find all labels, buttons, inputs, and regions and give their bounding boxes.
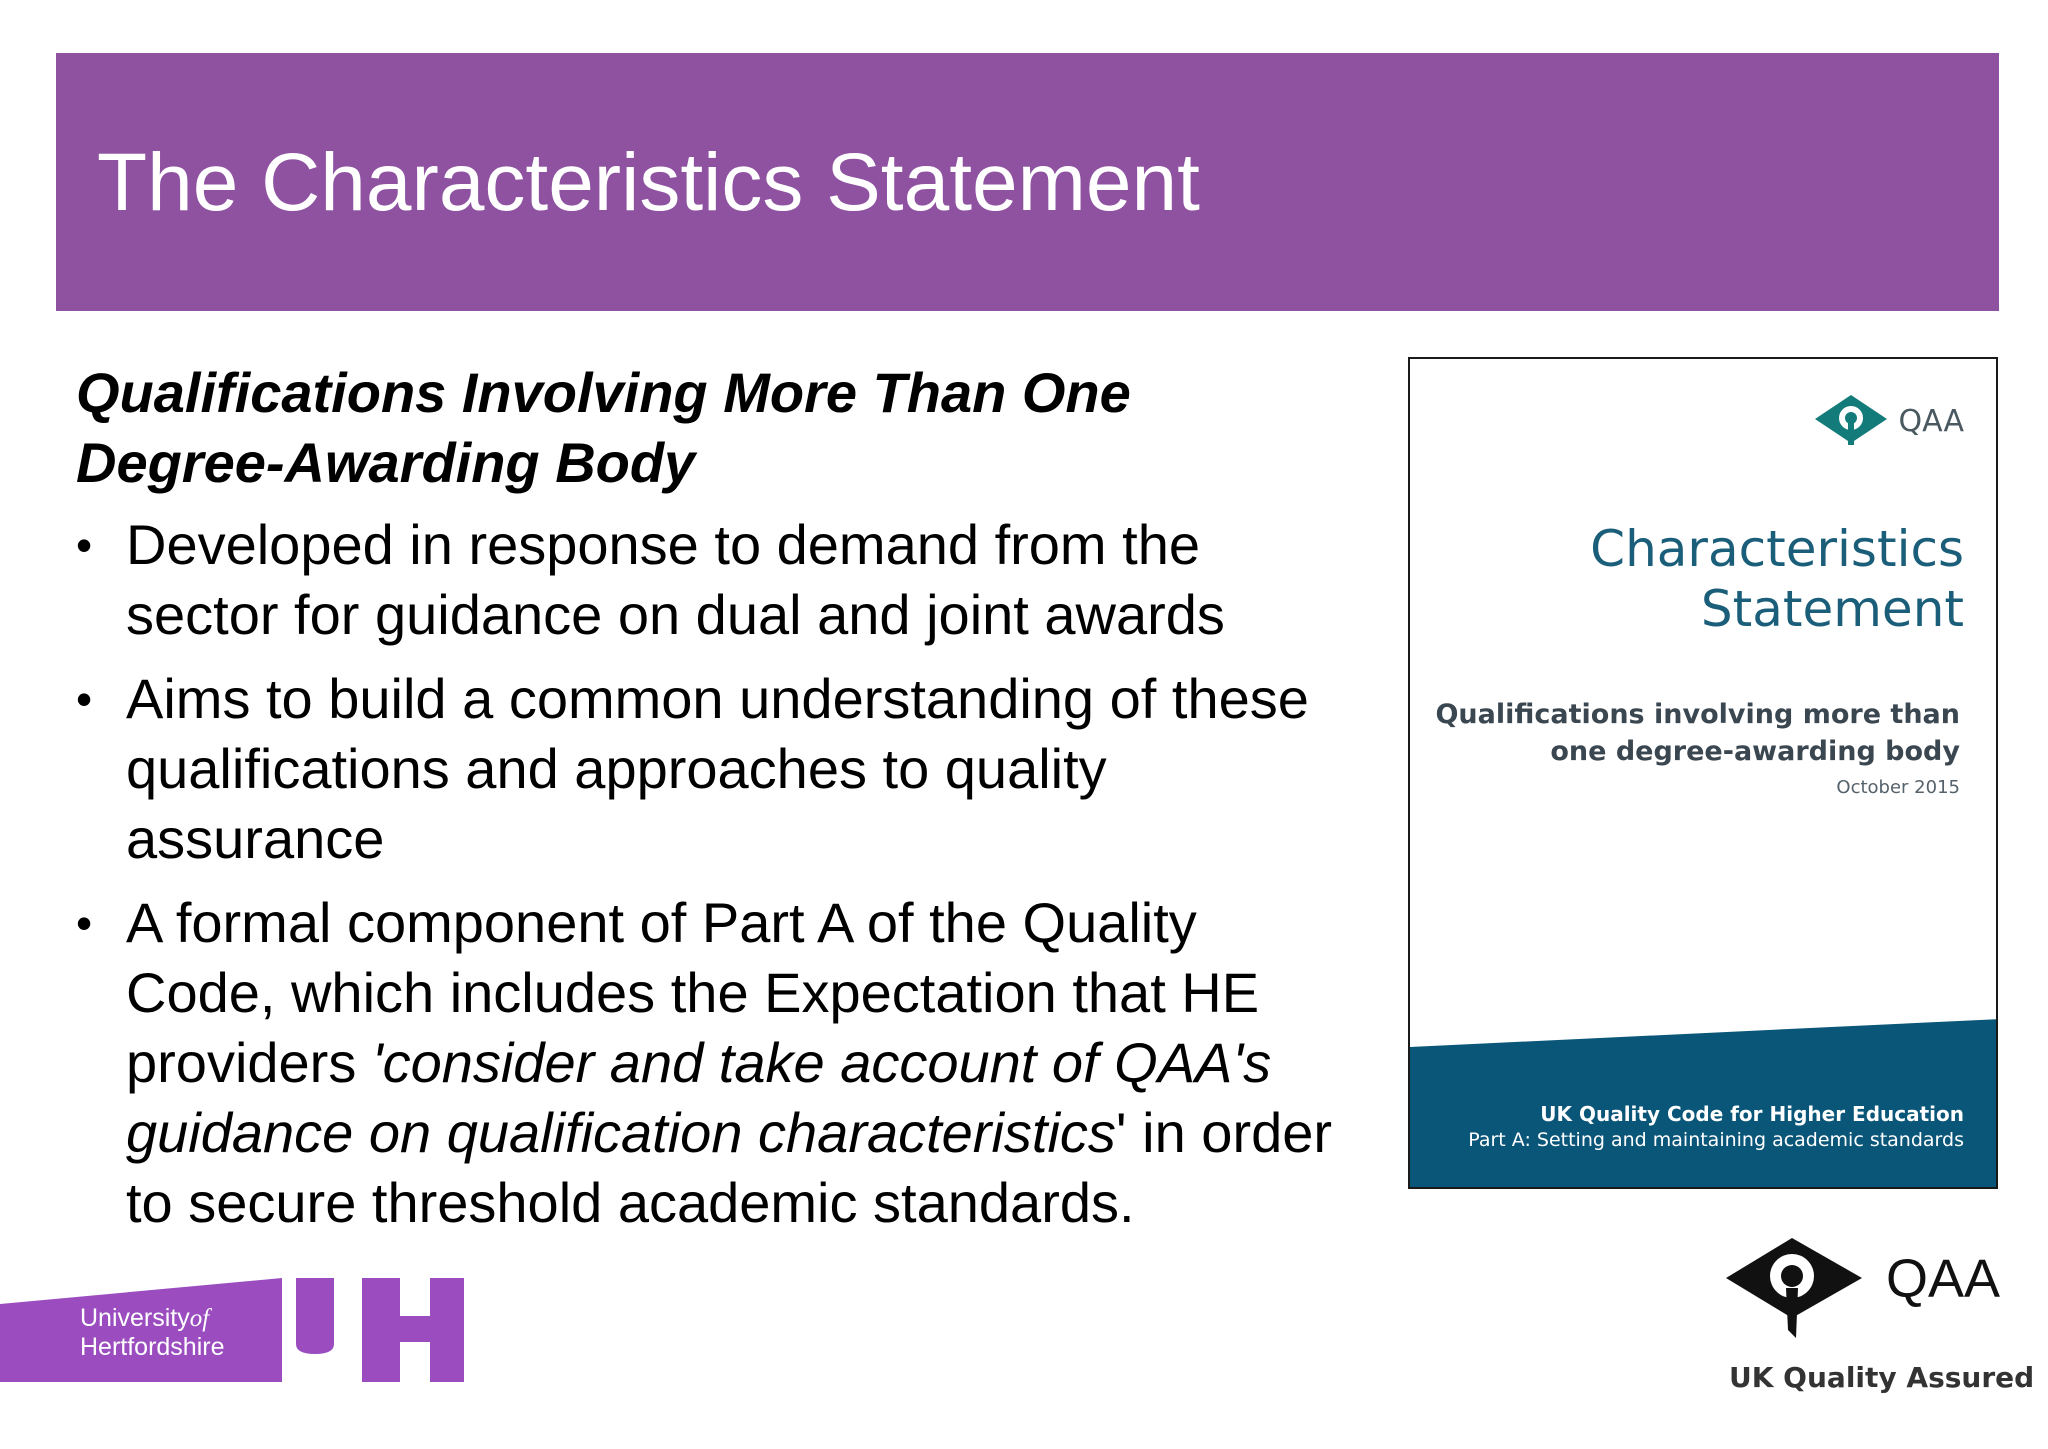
- bullet-marker: •: [76, 673, 93, 725]
- slide-content: [76, 358, 1396, 1252]
- bullet-3-line-2: Code, which includes the Expectation that HE: [126, 961, 1260, 1024]
- document-cover-image: [1408, 357, 1998, 1189]
- cover-logo-text: QAA: [1898, 403, 1964, 439]
- bullet-3-line-3-plain: providers: [126, 1031, 372, 1094]
- cover-date: October 2015: [1836, 777, 1960, 798]
- bullet-2-line-3: assurance: [126, 807, 385, 870]
- cover-subtitle: [1435, 696, 1960, 770]
- bullet-3-quote-part-2: guidance on qualification characteristics: [126, 1101, 1116, 1164]
- university-name-word: University: [80, 1304, 190, 1332]
- bullet-2-line-1: Aims to build a common understanding of these: [126, 667, 1309, 730]
- bullet-3-line-5: to secure threshold academic standards.: [126, 1171, 1135, 1234]
- bullet-3-line-4-plain: ' in order: [1115, 1101, 1333, 1164]
- cover-title-line-2: Statement: [1700, 580, 1964, 638]
- cover-footer-line-1: UK Quality Code for Higher Education: [1540, 1102, 1964, 1126]
- cover-footer-line-2: Part A: Setting and maintaining academic standards: [1468, 1129, 1964, 1151]
- bullet-marker: •: [76, 519, 93, 571]
- subheading-line-2: Degree-Awarding Body: [76, 431, 696, 494]
- cover-title-line-1: Characteristics: [1590, 520, 1964, 578]
- university-logo: [0, 1278, 470, 1382]
- qaa-tagline: UK Quality Assured: [1729, 1361, 2035, 1394]
- slide-title: The Characteristics Statement: [97, 137, 1200, 228]
- cover-subtitle-line-2: one degree-awarding body: [1550, 736, 1960, 767]
- bullet-item: [76, 510, 1396, 650]
- subheading: [76, 358, 1396, 498]
- bullet-item: [76, 888, 1396, 1238]
- subheading-line-1: Qualifications Involving More Than One: [76, 361, 1131, 424]
- cover-qaa-logo: [1813, 393, 1965, 449]
- university-name-line-2: Hertfordshire: [80, 1333, 225, 1361]
- qaa-badge-text: QAA: [1886, 1249, 2001, 1309]
- bullet-2-line-2: qualifications and approaches to quality: [126, 737, 1107, 800]
- cover-subtitle-line-1: Qualifications involving more than: [1435, 699, 1960, 730]
- qaa-diamond-icon: [1813, 393, 1889, 449]
- university-name: [80, 1304, 225, 1361]
- bullet-1-line-1: Developed in response to demand from the: [126, 513, 1200, 576]
- bullet-list: [76, 510, 1396, 1238]
- bullet-3-quote-part-1: 'consider and take account of QAA's: [371, 1031, 1272, 1094]
- bullet-marker: •: [76, 897, 93, 949]
- bullet-3-line-1: A formal component of Part A of the Quality: [126, 891, 1197, 954]
- bullet-1-line-2: sector for guidance on dual and joint awards: [126, 583, 1225, 646]
- university-name-of: of: [189, 1305, 210, 1332]
- bullet-item: [76, 664, 1396, 874]
- cover-footer-text: [1468, 1101, 1964, 1153]
- cover-title: [1590, 519, 1964, 639]
